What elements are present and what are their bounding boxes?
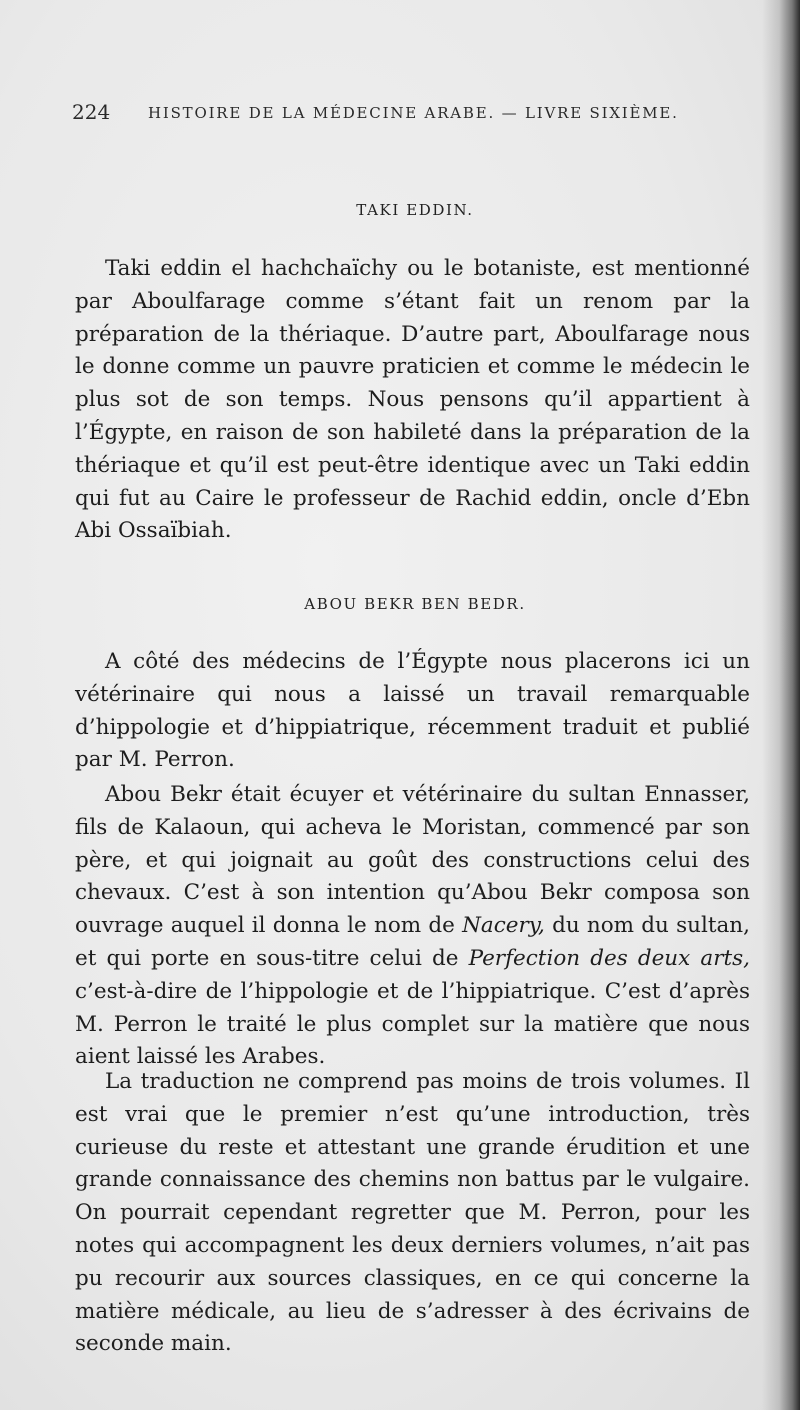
paragraph-text-segment: c’est-à-dire de l’hippologie et de l’hippiatrique. C’est d’après M. Perron le traité le plus complet sur la matière que nous aient laissé les Arabes. bbox=[75, 978, 750, 1070]
paragraph-taki-eddin: Taki eddin el hachchaïchy ou le botaniste, est mentionné par Aboulfarage comme s’étant fait un renom par la préparation de la thériaque. D’autre part, Aboulfarage nous le donne comme un pauvre praticien et comme le médecin le plus sot de son temps. Nous pensons qu’il appartient à l’Égypte, en raison de son habileté dans la préparation de la thériaque et qu’il est peut-être identique avec un Taki eddin qui fut au Caire le professeur de Rachid eddin, oncle d’Ebn Abi Ossaïbiah. bbox=[75, 256, 750, 544]
italic-title-nacery: Nacery, bbox=[462, 913, 545, 939]
section-heading-taki-eddin: TAKI EDDIN. bbox=[356, 201, 474, 219]
running-head bbox=[72, 100, 712, 130]
italic-title-perfection: Perfection des deux arts, bbox=[468, 945, 750, 971]
paragraph-translation: La traduction ne comprend pas moins de trois volumes. Il est vrai que le premier n’est qu’une introduction, très curieuse du reste et attestant une grande érudition et une grande connaissance des chemins non battus par le vulgaire. On pourrait cependant regretter que M. Perron, pour les notes qui accompagnent les deux derniers volumes, n’ait pas pu recourir aux sources classiques, en ce qui concerne la matière médicale, au lieu de s’adresser à des écrivains de seconde main. bbox=[75, 1069, 750, 1357]
running-title: HISTOIRE DE LA MÉDECINE ARABE. — LIVRE SIXIÈME. bbox=[148, 104, 679, 122]
paragraph-abou-bekr-intro: A côté des médecins de l’Égypte nous placerons ici un vétérinaire qui nous a laissé un travail remarquable d’hippologie et d’hippiatrique, récemment traduit et publié par M. Perron. bbox=[75, 649, 750, 773]
paragraph-text-segment: Abou Bekr était écuyer et vétérinaire du sultan Ennasser, fils de Kalaoun, qui acheva le Moristan, commencé par son père, et qui joignait au goût des constructions celui des chevaux. C’est à son intention qu’Abou Bekr composa son ouvrage auquel il donna le nom de bbox=[75, 782, 750, 939]
paragraph-text-segment: du nom du sultan, et qui porte en sous-titre celui de bbox=[75, 913, 750, 971]
section-heading-abou-bekr: ABOU BEKR BEN BEDR. bbox=[304, 595, 526, 613]
page-number: 224 bbox=[72, 100, 111, 124]
paragraph-abou-bekr-work bbox=[75, 779, 750, 1074]
